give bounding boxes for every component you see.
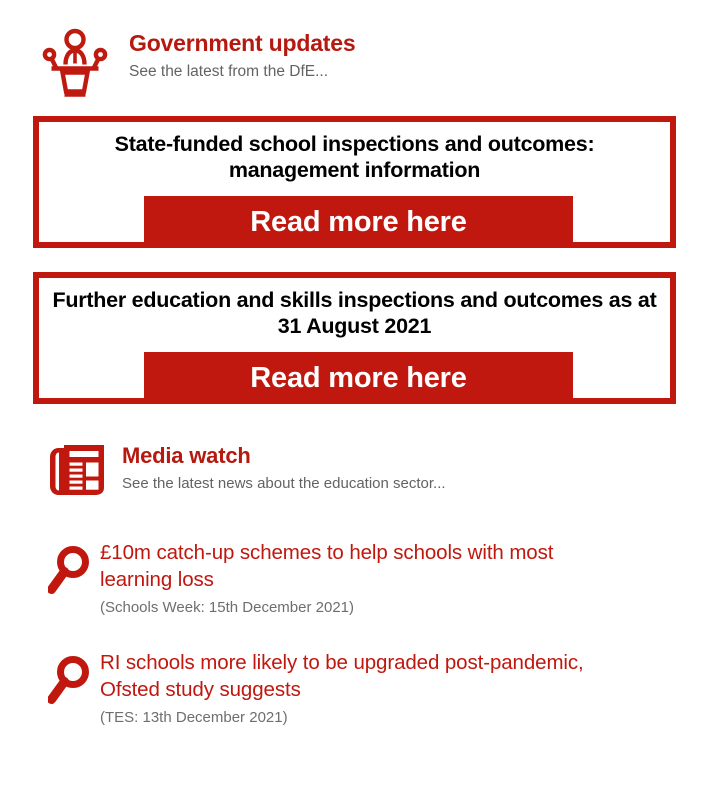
news-headline[interactable]: £10m catch-up schemes to help schools with most learning loss xyxy=(100,541,554,591)
read-more-button[interactable]: Read more here xyxy=(144,352,573,404)
news-item-body xyxy=(100,540,608,617)
update-card-title: Further education and skills inspections and outcomes as at 31 August 2021 xyxy=(52,288,657,339)
news-list-item[interactable] xyxy=(48,540,608,617)
government-update-card[interactable] xyxy=(33,272,676,404)
magnifier-icon xyxy=(48,544,92,601)
media-watch-subtitle: See the latest news about the education sector... xyxy=(122,475,446,492)
update-card-title: State-funded school inspections and outcomes: management information xyxy=(114,132,595,183)
news-source: (Schools Week: 15th December 2021) xyxy=(100,599,355,617)
read-more-button[interactable]: Read more here xyxy=(144,196,573,248)
government-updates-header-text xyxy=(129,27,355,80)
podium-speaker-icon xyxy=(38,27,112,102)
news-source: (TES: 13th December 2021) xyxy=(100,709,288,727)
media-watch-header xyxy=(48,443,446,504)
media-watch-header-text xyxy=(122,443,446,493)
government-updates-title: Government updates xyxy=(129,30,356,56)
government-updates-subtitle: See the latest from the DfE... xyxy=(129,63,329,80)
government-updates-header xyxy=(38,27,355,102)
newspaper-icon xyxy=(48,443,106,504)
media-watch-title: Media watch xyxy=(122,443,251,468)
news-list-item[interactable] xyxy=(48,650,608,727)
news-item-body xyxy=(100,650,608,727)
news-headline[interactable]: RI schools more likely to be upgraded post-pandemic, Ofsted study suggests xyxy=(100,651,584,701)
magnifier-icon xyxy=(48,654,92,711)
government-update-card[interactable] xyxy=(33,116,676,248)
